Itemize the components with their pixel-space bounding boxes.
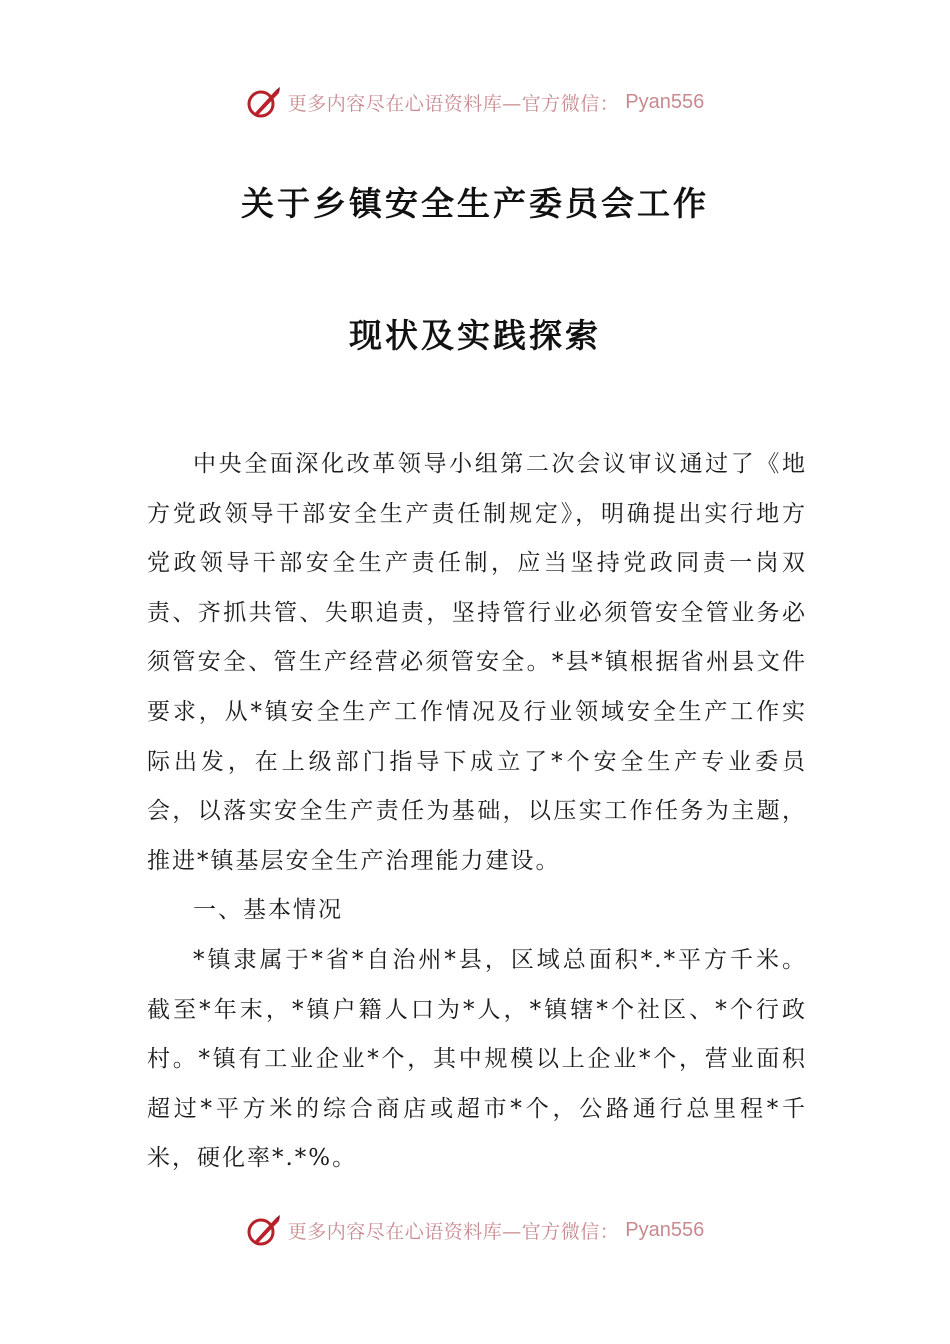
banner-text: 更多内容尽在心语资料库—官方微信： — [287, 1220, 620, 1243]
paragraph-basic-situation: *镇隶属于*省*自治州*县，区域总面积*.*平方千米。截至*年末，*镇户籍人口为*人，*镇辖*个社区、*个行政村。*镇有工业企业*个，其中规模以上企业*个，营业面积超过*平方米的综合商店或超市*个，公路通行总里程*千米，硬化率*.*%。 — [147, 946, 807, 1172]
document-title-line-2: 现状及实践探索 — [349, 316, 601, 355]
section-heading-basic-situation: 一、基本情况 — [193, 897, 343, 924]
document-title-line-1: 关于乡镇安全生产委员会工作 — [241, 184, 709, 223]
quill-pen-circle-icon — [246, 1212, 282, 1248]
banner-text: 更多内容尽在心语资料库—官方微信： — [287, 92, 620, 115]
footer-watermark-banner — [0, 1208, 950, 1252]
banner-wechat-id: Pyan556 — [625, 1218, 705, 1241]
paragraph-intro: 中央全面深化改革领导小组第二次会议审议通过了《地方党政领导干部安全生产责任制规定》，明确提出实行地方党政领导干部安全生产责任制，应当坚持党政同责一岗双责、齐抓共管、失职追责，坚持管行业必须管安全管业务必须管安全、管生产经营必须管安全。*县*镇根据省州县文件要求，从*镇安全生产工作情况及行业领域安全生产工作实际出发，在上级部门指导下成立了*个安全生产专业委员会，以落实安全生产责任为基础，以压实工作任务为主题，推进*镇基层安全生产治理能力建设。 — [147, 451, 807, 874]
header-watermark-banner — [0, 80, 950, 124]
banner-wechat-id: Pyan556 — [625, 90, 705, 113]
quill-pen-circle-icon — [246, 84, 282, 120]
document-body — [147, 440, 807, 1184]
